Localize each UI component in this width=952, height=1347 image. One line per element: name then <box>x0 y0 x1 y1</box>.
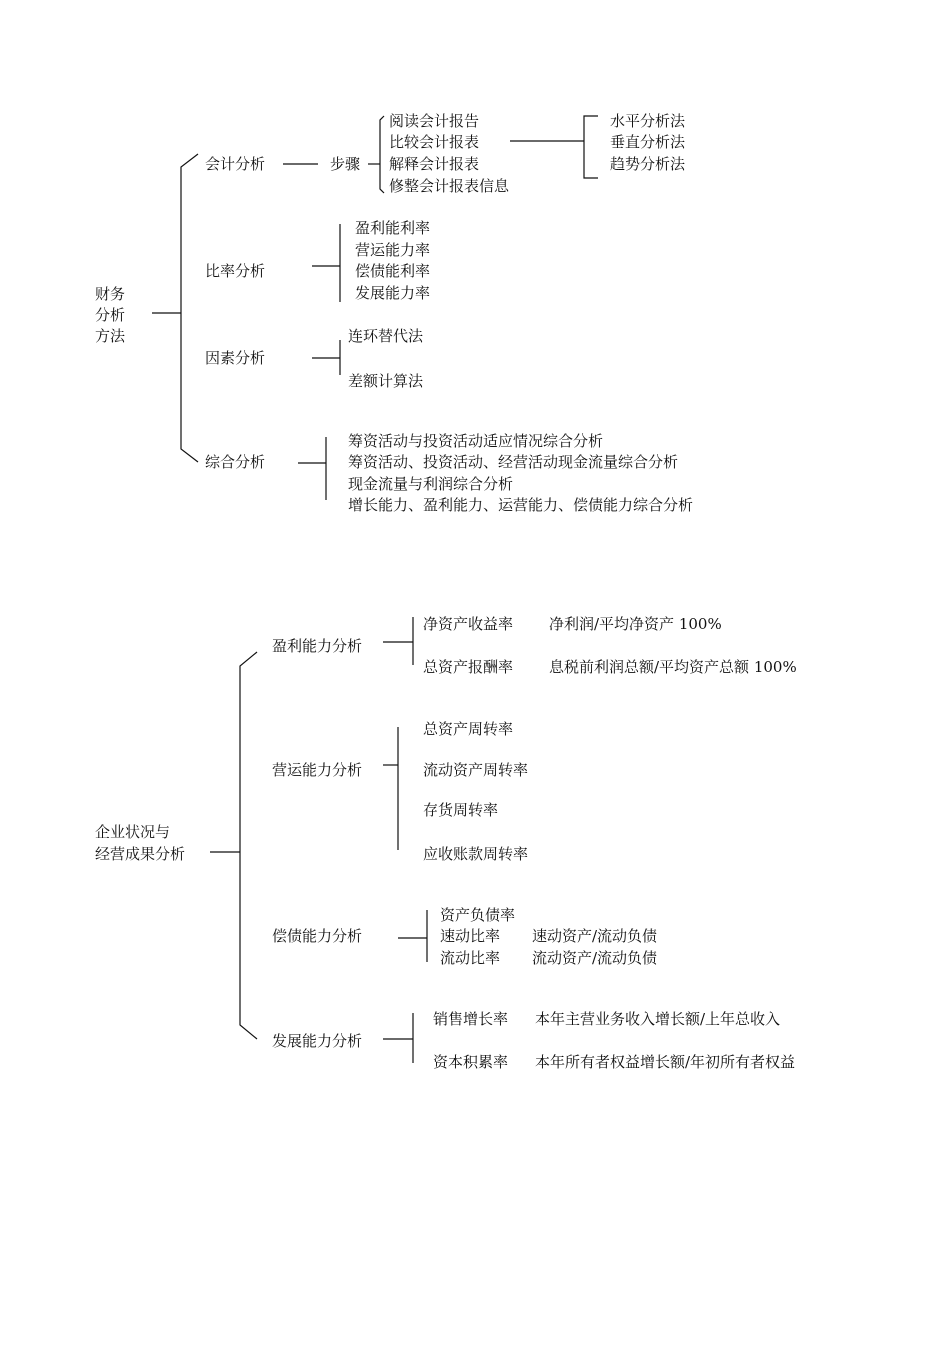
accounting-step-item: 解释会计报表 <box>389 155 480 173</box>
ratio-analysis-label: 比率分析 <box>205 262 266 280</box>
development-item-formula: 本年主营业务收入增长额/上年总收入 <box>535 1010 781 1028</box>
development-item-name: 资本积累率 <box>433 1053 509 1071</box>
operation-analysis-label: 营运能力分析 <box>272 761 363 779</box>
solvency-item-name: 速动比率 <box>440 927 501 945</box>
accounting-step-item: 阅读会计报告 <box>389 112 480 130</box>
comprehensive-item: 增长能力、盈利能力、运营能力、偿债能力综合分析 <box>348 496 694 514</box>
solvency-item-formula: 速动资产/流动负债 <box>532 927 658 945</box>
profitability-analysis-label: 盈利能力分析 <box>272 637 363 655</box>
ratio-item: 发展能力率 <box>355 284 431 302</box>
comprehensive-item: 筹资活动、投资活动、经营活动现金流量综合分析 <box>348 453 679 471</box>
tree1-root-line-3: 方法 <box>95 327 126 345</box>
factor-item: 差额计算法 <box>348 372 424 390</box>
profitability-item-formula: 净利润/平均净资产 100% <box>549 615 722 633</box>
accounting-step-item: 修整会计报表信息 <box>389 177 510 195</box>
solvency-item-formula: 流动资产/流动负债 <box>532 949 658 967</box>
factor-item: 连环替代法 <box>348 327 424 345</box>
development-item-name: 销售增长率 <box>433 1010 509 1028</box>
solvency-item-name: 流动比率 <box>440 949 501 967</box>
ratio-item: 偿债能利率 <box>355 262 431 280</box>
solvency-analysis-label: 偿债能力分析 <box>272 927 363 945</box>
profitability-item-name: 总资产报酬率 <box>423 658 514 676</box>
accounting-method-item: 趋势分析法 <box>610 155 686 173</box>
solvency-item-name: 资产负债率 <box>440 906 516 924</box>
ratio-item: 营运能力率 <box>355 241 431 259</box>
profitability-item-name: 净资产收益率 <box>423 615 514 633</box>
operation-item: 流动资产周转率 <box>423 761 529 779</box>
operation-item: 应收账款周转率 <box>423 845 529 863</box>
development-analysis-label: 发展能力分析 <box>272 1032 363 1050</box>
ratio-item: 盈利能利率 <box>355 219 431 237</box>
operation-item: 存货周转率 <box>423 801 499 819</box>
tree1-root-line-1: 财务 <box>95 285 126 303</box>
factor-analysis-label: 因素分析 <box>205 349 266 367</box>
development-item-formula: 本年所有者权益增长额/年初所有者权益 <box>535 1053 796 1071</box>
accounting-analysis-label: 会计分析 <box>205 155 266 173</box>
comprehensive-analysis-label: 综合分析 <box>205 453 266 471</box>
tree2-root-line-1: 企业状况与 <box>95 823 171 841</box>
comprehensive-item: 现金流量与利润综合分析 <box>348 475 514 493</box>
accounting-step-label: 步骤 <box>330 155 361 173</box>
profitability-item-formula: 息税前利润总额/平均资产总额 100% <box>549 658 797 676</box>
accounting-step-item: 比较会计报表 <box>389 133 480 151</box>
accounting-method-item: 水平分析法 <box>610 112 686 130</box>
tree1-root-line-2: 分析 <box>95 306 126 324</box>
operation-item: 总资产周转率 <box>423 720 514 738</box>
accounting-method-item: 垂直分析法 <box>610 133 686 151</box>
tree2-root-line-2: 经营成果分析 <box>95 845 186 863</box>
comprehensive-item: 筹资活动与投资活动适应情况综合分析 <box>348 432 604 450</box>
